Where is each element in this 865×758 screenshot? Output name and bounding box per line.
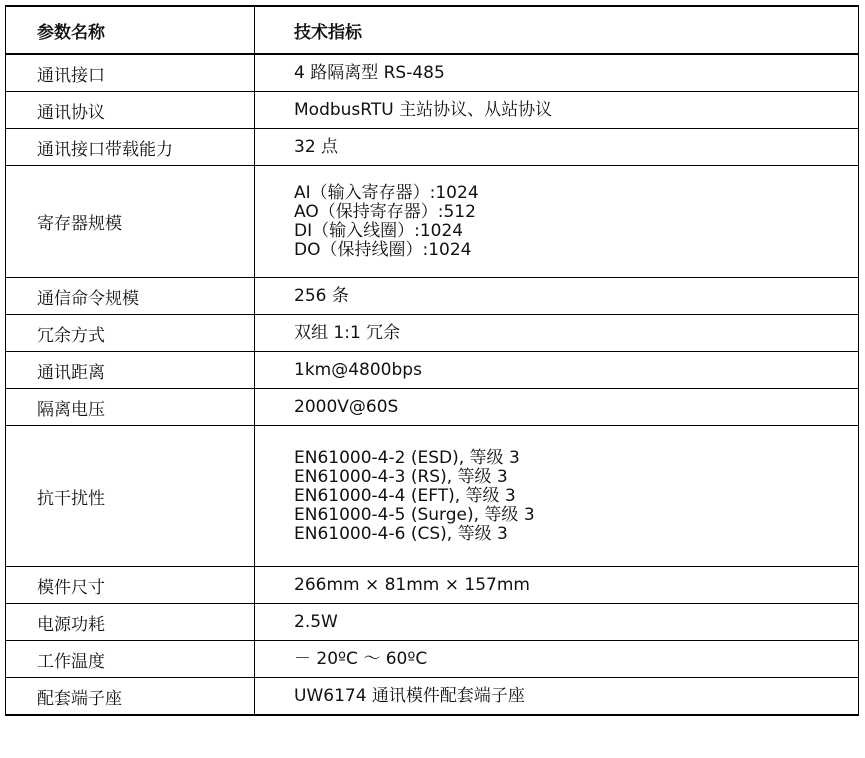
- header-param-name: 参数名称: [6, 6, 255, 54]
- row-value: [255, 678, 859, 716]
- row-value-line: EN61000-4-6 (CS), 等级 3: [294, 523, 508, 544]
- row-name: 通讯接口: [6, 54, 255, 92]
- table-row: [6, 92, 859, 129]
- row-value: [255, 389, 859, 426]
- row-value-line: 266mm × 81mm × 157mm: [294, 574, 530, 595]
- row-value-line: EN61000-4-4 (EFT), 等级 3: [294, 485, 516, 506]
- table-row: [6, 278, 859, 315]
- row-name: 通信命令规模: [6, 278, 255, 315]
- row-name: 工作温度: [6, 641, 255, 678]
- table-row: [6, 54, 859, 92]
- row-name: 冗余方式: [6, 315, 255, 352]
- row-value: [255, 54, 859, 92]
- row-value-line: 4 路隔离型 RS-485: [294, 62, 445, 83]
- table-row: [6, 166, 859, 278]
- table-row: [6, 352, 859, 389]
- row-name: 通讯接口带载能力: [6, 129, 255, 166]
- row-value-line: ModbusRTU 主站协议、从站协议: [294, 99, 553, 120]
- table-row: [6, 129, 859, 166]
- row-value: [255, 92, 859, 129]
- row-value-line: EN61000-4-5 (Surge), 等级 3: [294, 504, 535, 525]
- table-row: [6, 678, 859, 716]
- row-value-line: UW6174 通讯模件配套端子座: [294, 685, 525, 706]
- table-header-row: [6, 6, 859, 54]
- row-value-line: DI（输入线圈）:1024: [294, 220, 464, 241]
- row-name: 隔离电压: [6, 389, 255, 426]
- row-value: [255, 604, 859, 641]
- table-row: [6, 426, 859, 567]
- header-spec: 技术指标: [255, 6, 859, 54]
- table-row: [6, 567, 859, 604]
- row-value-line: AO（保持寄存器）:512: [294, 201, 476, 222]
- row-value-line: 1km@4800bps: [294, 359, 422, 380]
- row-value: [255, 352, 859, 389]
- row-value-line: 双组 1:1 冗余: [294, 322, 401, 343]
- row-value-line: 2000V@60S: [294, 396, 399, 417]
- row-value: [255, 426, 859, 567]
- row-value: [255, 129, 859, 166]
- row-name: 寄存器规模: [6, 166, 255, 278]
- row-name: 通讯距离: [6, 352, 255, 389]
- row-name: 配套端子座: [6, 678, 255, 716]
- row-value-line: 32 点: [294, 136, 339, 157]
- table-row: [6, 315, 859, 352]
- row-value: [255, 567, 859, 604]
- row-value: [255, 166, 859, 278]
- row-value: [255, 278, 859, 315]
- row-name: 模件尺寸: [6, 567, 255, 604]
- row-value: [255, 641, 859, 678]
- row-value-line: AI（输入寄存器）:1024: [294, 182, 479, 203]
- row-value-line: DO（保持线圈）:1024: [294, 239, 472, 260]
- row-value-line: EN61000-4-2 (ESD), 等级 3: [294, 447, 520, 468]
- row-name: 电源功耗: [6, 604, 255, 641]
- row-value-line: 256 条: [294, 285, 349, 306]
- table-row: [6, 641, 859, 678]
- row-value-line: 2.5W: [294, 611, 338, 632]
- row-name: 抗干扰性: [6, 426, 255, 567]
- row-value: [255, 315, 859, 352]
- table-row: [6, 389, 859, 426]
- row-value-line: EN61000-4-3 (RS), 等级 3: [294, 466, 508, 487]
- spec-table: [5, 5, 859, 716]
- row-value-line: － 20ºC ～ 60ºC: [294, 648, 428, 669]
- row-name: 通讯协议: [6, 92, 255, 129]
- table-row: [6, 604, 859, 641]
